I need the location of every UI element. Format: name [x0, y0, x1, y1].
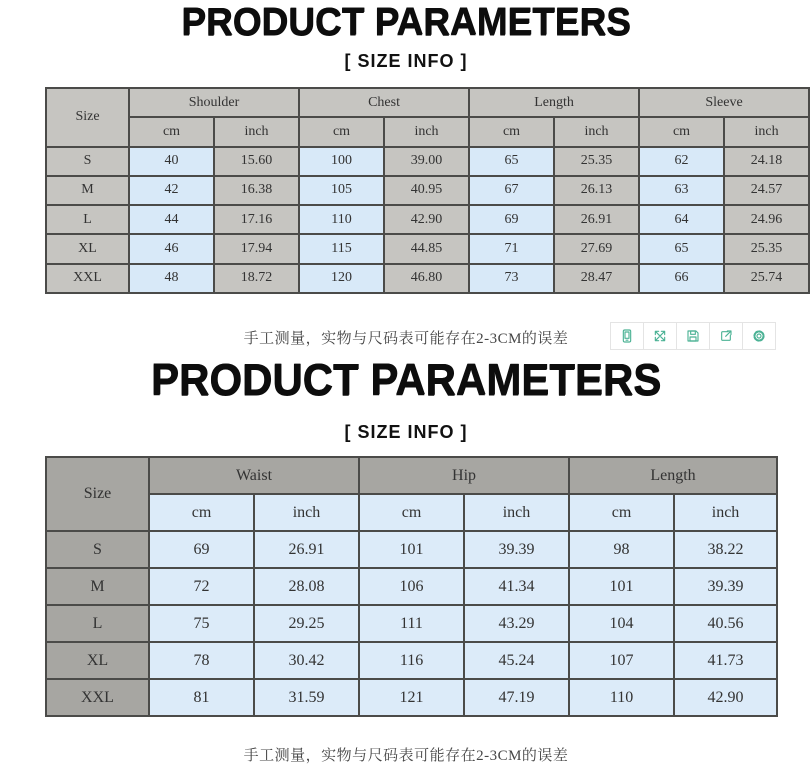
unit-header: cm	[129, 117, 214, 146]
unit-header: inch	[724, 117, 809, 146]
size-column-header: Size	[46, 88, 129, 147]
value-cell: 26.13	[554, 176, 639, 205]
value-cell: 45.24	[464, 642, 569, 679]
value-cell: 25.35	[724, 234, 809, 263]
table-row	[46, 176, 809, 205]
value-cell: 110	[299, 205, 384, 234]
image-toolbar	[610, 322, 776, 350]
table-row	[46, 205, 809, 234]
page-title: PRODUCT PARAMETERS	[181, 0, 631, 44]
value-cell: 66	[639, 264, 724, 293]
value-cell: 115	[299, 234, 384, 263]
table-unit-header-row	[46, 117, 809, 146]
value-cell: 69	[149, 531, 254, 568]
share-icon	[718, 328, 734, 344]
value-cell: 106	[359, 568, 464, 605]
value-cell: 18.72	[214, 264, 299, 293]
unit-header: inch	[554, 117, 639, 146]
size-cell: XXL	[46, 679, 149, 716]
value-cell: 40	[129, 147, 214, 176]
value-cell: 24.18	[724, 147, 809, 176]
mobile-icon	[619, 328, 635, 344]
unit-header: cm	[569, 494, 674, 531]
save-button[interactable]	[677, 323, 710, 349]
value-cell: 111	[359, 605, 464, 642]
size-info-subtitle: [ SIZE INFO ]	[344, 51, 468, 71]
table-group-header-row	[46, 88, 809, 117]
value-cell: 17.16	[214, 205, 299, 234]
settings-icon	[751, 328, 767, 344]
value-cell: 27.69	[554, 234, 639, 263]
value-cell: 120	[299, 264, 384, 293]
mobile-button[interactable]	[611, 323, 644, 349]
value-cell: 67	[469, 176, 554, 205]
value-cell: 72	[149, 568, 254, 605]
group-header-length: Length	[469, 88, 639, 117]
value-cell: 42.90	[384, 205, 469, 234]
value-cell: 46	[129, 234, 214, 263]
value-cell: 40.56	[674, 605, 777, 642]
value-cell: 47.19	[464, 679, 569, 716]
unit-header: cm	[149, 494, 254, 531]
unit-header: inch	[674, 494, 777, 531]
table-row	[46, 642, 777, 679]
value-cell: 29.25	[254, 605, 359, 642]
value-cell: 44.85	[384, 234, 469, 263]
value-cell: 24.57	[724, 176, 809, 205]
settings-button[interactable]	[743, 323, 775, 349]
value-cell: 16.38	[214, 176, 299, 205]
value-cell: 30.42	[254, 642, 359, 679]
value-cell: 63	[639, 176, 724, 205]
page-title: PRODUCT PARAMETERS	[150, 354, 662, 405]
table-row	[46, 531, 777, 568]
size-cell: L	[46, 205, 129, 234]
value-cell: 28.47	[554, 264, 639, 293]
size-table-bottoms	[45, 456, 778, 717]
value-cell: 28.08	[254, 568, 359, 605]
value-cell: 101	[569, 568, 674, 605]
value-cell: 26.91	[254, 531, 359, 568]
value-cell: 65	[469, 147, 554, 176]
value-cell: 75	[149, 605, 254, 642]
value-cell: 65	[639, 234, 724, 263]
value-cell: 41.73	[674, 642, 777, 679]
expand-button[interactable]	[644, 323, 677, 349]
unit-header: inch	[214, 117, 299, 146]
table-row	[46, 568, 777, 605]
size-cell: XL	[46, 234, 129, 263]
table-unit-header-row	[46, 494, 777, 531]
value-cell: 71	[469, 234, 554, 263]
value-cell: 40.95	[384, 176, 469, 205]
save-icon	[685, 328, 701, 344]
unit-header: inch	[384, 117, 469, 146]
group-header-length: Length	[569, 457, 777, 494]
group-header-sleeve: Sleeve	[639, 88, 809, 117]
value-cell: 26.91	[554, 205, 639, 234]
measurement-note: 手工测量，实物与尺码表可能存在2-3CM的误差	[243, 331, 569, 347]
group-header-hip: Hip	[359, 457, 569, 494]
unit-header: cm	[639, 117, 724, 146]
share-button[interactable]	[710, 323, 743, 349]
table-row	[46, 679, 777, 716]
group-header-shoulder: Shoulder	[129, 88, 299, 117]
value-cell: 42.90	[674, 679, 777, 716]
group-header-waist: Waist	[149, 457, 359, 494]
value-cell: 116	[359, 642, 464, 679]
value-cell: 38.22	[674, 531, 777, 568]
value-cell: 25.35	[554, 147, 639, 176]
value-cell: 81	[149, 679, 254, 716]
size-cell: M	[46, 176, 129, 205]
value-cell: 39.39	[464, 531, 569, 568]
value-cell: 39.00	[384, 147, 469, 176]
unit-header: cm	[469, 117, 554, 146]
value-cell: 64	[639, 205, 724, 234]
value-cell: 42	[129, 176, 214, 205]
value-cell: 41.34	[464, 568, 569, 605]
value-cell: 105	[299, 176, 384, 205]
size-info-subtitle: [ SIZE INFO ]	[344, 422, 468, 442]
value-cell: 69	[469, 205, 554, 234]
unit-header: cm	[299, 117, 384, 146]
measurement-note: 手工测量，实物与尺码表可能存在2-3CM的误差	[243, 748, 569, 764]
unit-header: inch	[464, 494, 569, 531]
size-cell: XL	[46, 642, 149, 679]
value-cell: 107	[569, 642, 674, 679]
size-column-header: Size	[46, 457, 149, 531]
value-cell: 101	[359, 531, 464, 568]
value-cell: 121	[359, 679, 464, 716]
size-cell: S	[46, 531, 149, 568]
value-cell: 46.80	[384, 264, 469, 293]
value-cell: 73	[469, 264, 554, 293]
value-cell: 31.59	[254, 679, 359, 716]
value-cell: 62	[639, 147, 724, 176]
value-cell: 39.39	[674, 568, 777, 605]
value-cell: 104	[569, 605, 674, 642]
expand-icon	[652, 328, 668, 344]
value-cell: 110	[569, 679, 674, 716]
value-cell: 17.94	[214, 234, 299, 263]
value-cell: 24.96	[724, 205, 809, 234]
group-header-chest: Chest	[299, 88, 469, 117]
size-cell: M	[46, 568, 149, 605]
value-cell: 100	[299, 147, 384, 176]
unit-header: inch	[254, 494, 359, 531]
value-cell: 15.60	[214, 147, 299, 176]
unit-header: cm	[359, 494, 464, 531]
table-row	[46, 234, 809, 263]
value-cell: 25.74	[724, 264, 809, 293]
size-cell: L	[46, 605, 149, 642]
size-table-tops	[45, 87, 810, 294]
value-cell: 78	[149, 642, 254, 679]
value-cell: 48	[129, 264, 214, 293]
value-cell: 43.29	[464, 605, 569, 642]
value-cell: 44	[129, 205, 214, 234]
table-row	[46, 264, 809, 293]
table-group-header-row	[46, 457, 777, 494]
size-cell: S	[46, 147, 129, 176]
table-row	[46, 147, 809, 176]
table-row	[46, 605, 777, 642]
value-cell: 98	[569, 531, 674, 568]
size-cell: XXL	[46, 264, 129, 293]
